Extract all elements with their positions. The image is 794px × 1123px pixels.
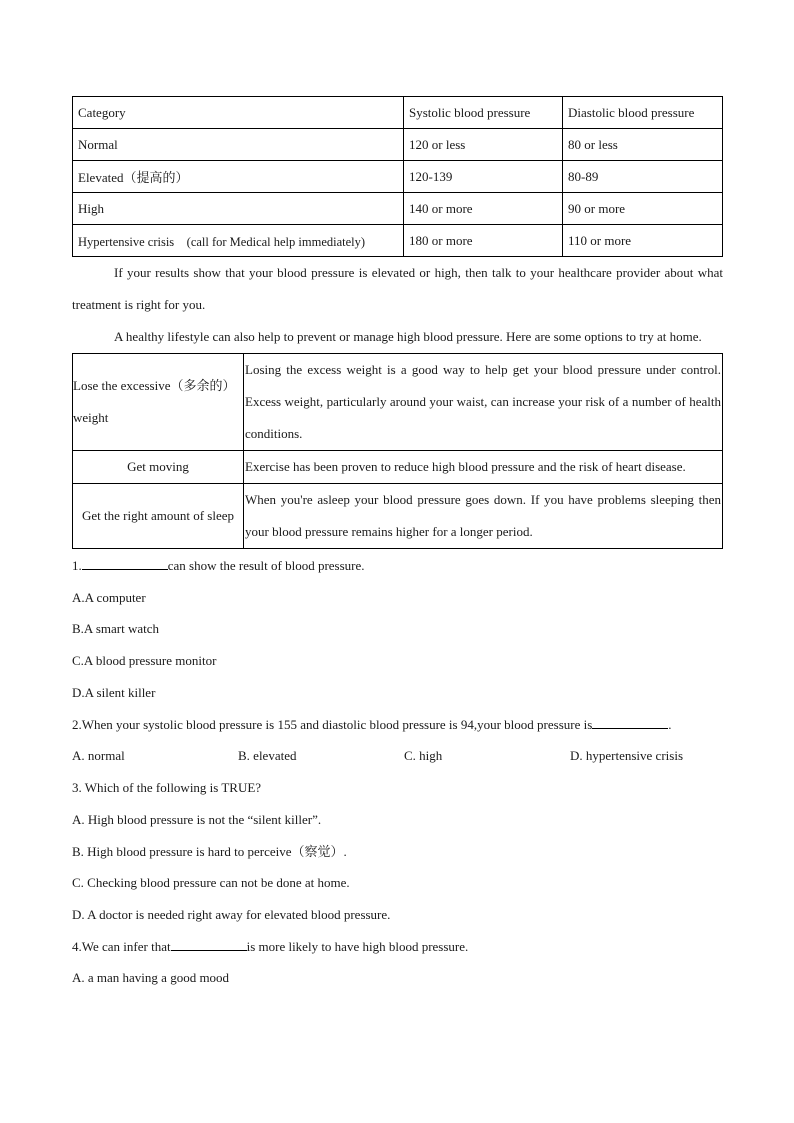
question-stem	[72, 550, 723, 582]
category-cell: High	[73, 193, 404, 225]
question-text: 4.We can infer that	[72, 938, 171, 954]
option-label: Get the right amount of sleep	[73, 484, 244, 549]
paragraph-results: If your results show that your blood pressure is elevated or high, then talk to your healthcare provider about what treatment is right for you.	[72, 265, 723, 312]
category-cell: Normal	[73, 129, 404, 161]
diastolic-cell: 80-89	[563, 161, 723, 193]
question-stem	[72, 931, 723, 963]
question-3	[72, 772, 723, 931]
header-systolic: Systolic blood pressure	[404, 97, 563, 129]
question-stem: 3. Which of the following is TRUE?	[72, 780, 262, 796]
table-row	[73, 354, 723, 451]
option-label: Get moving	[73, 451, 244, 484]
table-header-row	[73, 97, 723, 129]
option-description: Losing the excess weight is a good way to help get your blood pressure under control. Excess weight, particularly around your waist, can increase your risk of a number of health conditions.	[244, 354, 723, 451]
answer-option: A.A computer	[72, 589, 146, 605]
question-text: can show the result of blood pressure.	[167, 558, 365, 573]
table-row	[73, 161, 723, 193]
option-description: Exercise has been proven to reduce high blood pressure and the risk of heart disease.	[244, 451, 723, 484]
answer-option: D.A silent killer	[72, 684, 156, 700]
diastolic-cell: 90 or more	[563, 193, 723, 225]
table-row	[73, 451, 723, 484]
category-cell: Hypertensive crisis (call for Medical help immediately)	[73, 225, 404, 257]
option-label: Lose the excessive（多余的）weight	[73, 354, 244, 451]
answer-option: D. hypertensive crisis	[570, 748, 684, 764]
question-4	[72, 931, 723, 994]
diastolic-cell: 110 or more	[563, 225, 723, 257]
question-suffix: .	[668, 716, 672, 732]
lifestyle-table	[72, 353, 723, 549]
systolic-cell: 180 or more	[404, 225, 563, 257]
header-category: Category	[73, 97, 404, 129]
option-description: When you're asleep your blood pressure goes down. If you have problems sleeping then your blood pressure remains higher for a longer period.	[244, 484, 723, 549]
diastolic-cell: 80 or less	[563, 129, 723, 161]
answer-options-row	[72, 740, 723, 772]
answer-blank	[592, 714, 668, 729]
answer-option: A. a man having a good mood	[72, 970, 230, 986]
table-row	[73, 129, 723, 161]
category-cell: Elevated（提高的）	[73, 161, 404, 193]
table-row	[73, 193, 723, 225]
table-row	[73, 484, 723, 549]
table-row	[73, 225, 723, 257]
systolic-cell: 120-139	[404, 161, 563, 193]
answer-option: D. A doctor is needed right away for elevated blood pressure.	[72, 907, 391, 923]
systolic-cell: 140 or more	[404, 193, 563, 225]
answer-option: B. elevated	[238, 748, 297, 764]
answer-option: A. normal	[72, 748, 125, 764]
answer-option: C. high	[404, 748, 443, 764]
header-diastolic: Diastolic blood pressure	[563, 97, 723, 129]
blood-pressure-table	[72, 96, 723, 257]
systolic-cell: 120 or less	[404, 129, 563, 161]
question-number: 1.	[72, 558, 82, 573]
worksheet-page	[72, 96, 723, 994]
question-text: is more likely to have high blood pressure.	[246, 938, 469, 954]
answer-option: C.A blood pressure monitor	[72, 653, 217, 669]
question-stem	[72, 709, 723, 741]
answer-option: C. Checking blood pressure can not be done at home.	[72, 875, 350, 891]
paragraph-lifestyle: A healthy lifestyle can also help to prevent or manage high blood pressure. Here are some options to try at home.	[114, 329, 702, 344]
answer-blank	[171, 936, 247, 951]
question-1	[72, 550, 723, 709]
answer-option: A. High blood pressure is not the “silent killer”.	[72, 811, 322, 827]
answer-blank	[82, 555, 168, 570]
answer-option: B.A smart watch	[72, 621, 160, 637]
question-text: 2.When your systolic blood pressure is 155 and diastolic blood pressure is 94,your blood pressure is	[72, 716, 593, 732]
answer-option: B. High blood pressure is hard to perceive（察觉）.	[72, 843, 347, 859]
question-2	[72, 709, 723, 773]
